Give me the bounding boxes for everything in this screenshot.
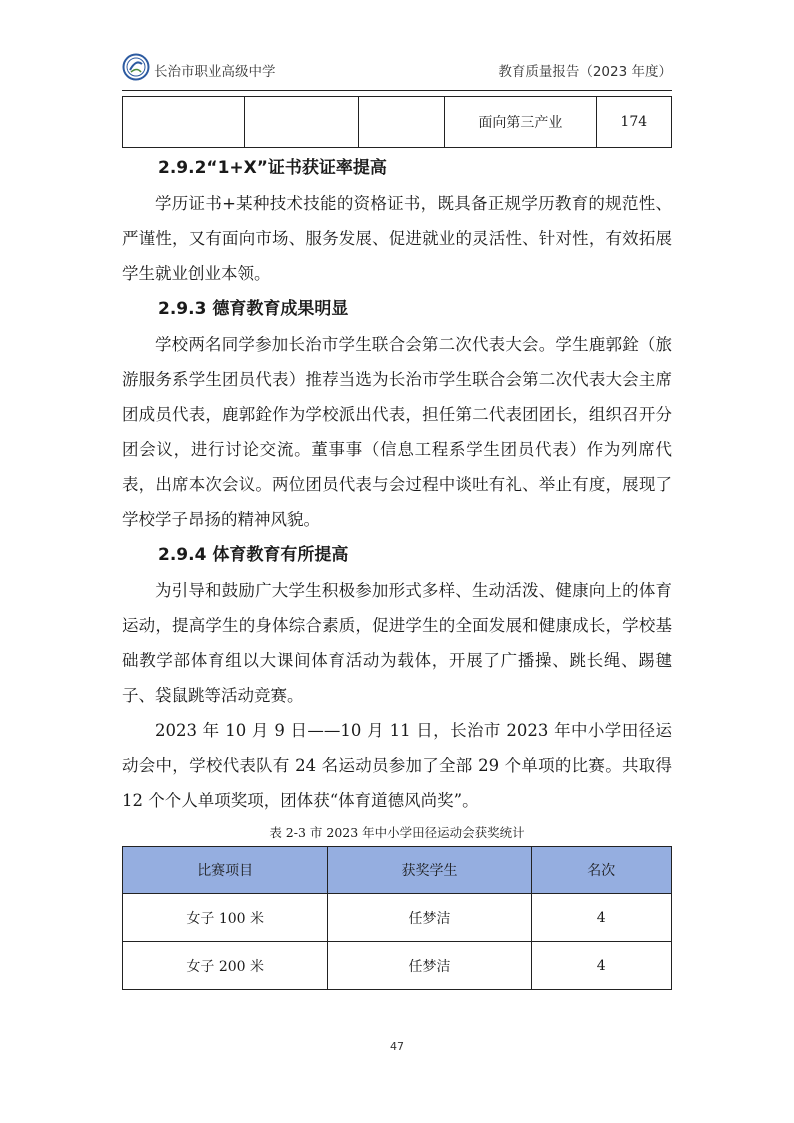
paragraph: 学历证书+某种技术技能的资格证书，既具备正规学历教育的规范性、严谨性，又有面向市场、服务发展、促进就业的灵活性、针对性，有效拓展学生就业创业本领。 bbox=[122, 194, 672, 283]
main-content bbox=[122, 150, 672, 990]
section-heading-certificates: 2.9.2“1+X”证书获证率提高 bbox=[158, 158, 387, 178]
section-heading-moral-education: 2.9.3 德育教育成果明显 bbox=[158, 299, 349, 319]
table-caption: 表 2-3 市 2023 年中小学田径运动会获奖统计 bbox=[269, 825, 525, 840]
column-header-event: 比赛项目 bbox=[123, 847, 328, 894]
table-cell bbox=[359, 97, 445, 148]
table-cell bbox=[123, 97, 245, 148]
continued-table bbox=[122, 96, 672, 148]
award-table bbox=[122, 846, 672, 990]
column-header-rank: 名次 bbox=[531, 847, 671, 894]
table-cell: 任梦洁 bbox=[328, 942, 531, 990]
report-title: 教育质量报告（2023 年度） bbox=[498, 64, 672, 80]
table-cell: 任梦洁 bbox=[328, 894, 531, 942]
table-row bbox=[123, 97, 672, 148]
table-cell: 4 bbox=[531, 942, 671, 990]
table-header-row bbox=[123, 847, 672, 894]
table-cell: 4 bbox=[531, 894, 671, 942]
table-cell: 174 bbox=[596, 97, 671, 148]
column-header-student: 获奖学生 bbox=[328, 847, 531, 894]
school-logo-icon bbox=[122, 53, 150, 81]
table-row bbox=[123, 942, 672, 990]
table-cell bbox=[244, 97, 359, 148]
section-heading-physical-education: 2.9.4 体育教育有所提高 bbox=[158, 545, 349, 565]
paragraph: 为引导和鼓励广大学生积极参加形式多样、生动活泼、健康向上的体育运动，提高学生的身体综合素质，促进学生的全面发展和健康成长，学校基础教学部体育组以大课间体育活动为载体，开展了广播操、跳长绳、踢毽子、袋鼠跳等活动竞赛。 bbox=[122, 581, 672, 705]
table-cell: 女子 200 米 bbox=[123, 942, 328, 990]
page-number: 47 bbox=[390, 1040, 404, 1053]
paragraph: 2023 年 10 月 9 日——10 月 11 日，长治市 2023 年中小学田径运动会中，学校代表队有 24 名运动员参加了全部 29 个单项的比赛。共取得 12 个个人单项奖项，团体获“体育道德风尚奖”。 bbox=[122, 721, 672, 810]
table-cell: 面向第三产业 bbox=[445, 97, 596, 148]
school-name: 长治市职业高级中学 bbox=[154, 64, 276, 80]
header-divider bbox=[122, 90, 672, 91]
paragraph: 学校两名同学参加长治市学生联合会第二次代表大会。学生鹿郭銓（旅游服务系学生团员代表）推荐当选为长治市学生联合会第二次代表大会主席团成员代表，鹿郭銓作为学校派出代表，担任第二代表团团长，组织召开分团会议，进行讨论交流。董事事（信息工程系学生团员代表）作为列席代表，出席本次会议。两位团员代表与会过程中谈吐有礼、举止有度，展现了学校学子昂扬的精神风貌。 bbox=[122, 335, 672, 529]
page-header bbox=[122, 50, 672, 90]
table-row bbox=[123, 894, 672, 942]
table-cell: 女子 100 米 bbox=[123, 894, 328, 942]
